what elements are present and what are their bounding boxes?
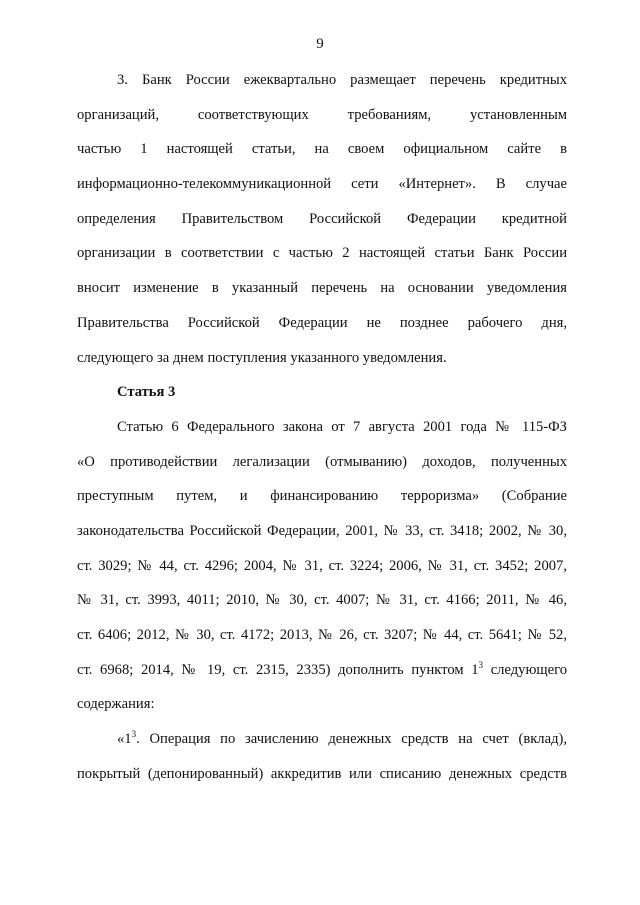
text-run: Правительства Российской Федерации не позднее рабочего дня, xyxy=(77,314,567,331)
text-line xyxy=(77,140,567,175)
text-run: ст. 6968; 2014, № 19, ст. 2315, 2335) дополнить пунктом 1 xyxy=(77,661,479,678)
text-run: покрытый (депонированный) аккредитив или списанию денежных средств xyxy=(77,765,567,782)
text-run: следующего за днем поступления указанного уведомления. xyxy=(77,349,447,366)
text-run: следующего xyxy=(483,661,567,678)
text-run: Статью 6 Федерального закона от 7 августа 2001 года № 115-ФЗ xyxy=(117,418,567,435)
text-line xyxy=(77,71,567,106)
text-run: 3. Банк России ежеквартально размещает перечень кредитных xyxy=(117,72,567,88)
text-line xyxy=(77,106,567,141)
text-line xyxy=(77,314,567,349)
text-run: «О противодействии легализации (отмыванию) доходов, полученных xyxy=(77,453,567,470)
document-body xyxy=(77,71,567,799)
text-run: «1 xyxy=(117,731,132,748)
text-line xyxy=(77,661,567,696)
text-line xyxy=(77,557,567,592)
text-run: . Операция по зачислению денежных средств на счет (вклад), xyxy=(136,731,567,748)
text-run: определения Правительством Российской Федерации кредитной xyxy=(77,210,567,227)
text-run: преступным путем, и финансированию терроризма» (Собрание xyxy=(77,488,567,505)
text-line xyxy=(77,453,567,488)
superscript: 3 xyxy=(478,659,484,670)
text-run: информационно-телекоммуникационной сети «Интернет». В случае xyxy=(77,176,567,193)
text-line xyxy=(77,522,567,557)
text-run: Статья 3 xyxy=(117,384,176,401)
article-heading xyxy=(77,383,567,418)
text-run: № 31, ст. 3993, 4011; 2010, № 30, ст. 4007; № 31, ст. 4166; 2011, № 46, xyxy=(77,592,567,609)
text-line xyxy=(77,175,567,210)
text-run: вносит изменение в указанный перечень на основании уведомления xyxy=(77,280,567,297)
text-run: законодательства Российской Федерации, 2001, № 33, ст. 3418; 2002, № 30, xyxy=(77,522,567,539)
text-run: ст. 6406; 2012, № 30, ст. 4172; 2013, № 26, ст. 3207; № 44, ст. 5641; № 52, xyxy=(77,627,567,643)
text-line xyxy=(77,244,567,279)
text-line xyxy=(77,487,567,522)
page-number: 9 xyxy=(316,36,324,52)
text-run: частью 1 настоящей статьи, на своем официальном сайте в xyxy=(77,141,567,158)
text-line xyxy=(77,418,567,453)
text-line xyxy=(77,730,567,765)
text-line xyxy=(77,695,567,730)
text-line xyxy=(77,765,567,800)
text-line xyxy=(77,349,567,384)
text-line xyxy=(77,626,567,661)
text-line xyxy=(77,591,567,626)
text-run: ст. 3029; № 44, ст. 4296; 2004, № 31, ст. 3224; 2006, № 31, ст. 3452; 2007, xyxy=(77,557,567,574)
text-run: содержания: xyxy=(77,696,155,713)
text-line xyxy=(77,210,567,245)
text-run: организации в соответствии с частью 2 настоящей статьи Банк России xyxy=(77,245,567,262)
superscript: 3 xyxy=(131,729,137,740)
text-line xyxy=(77,279,567,314)
text-run: организаций, соответствующих требованиям, установленным xyxy=(77,106,567,123)
